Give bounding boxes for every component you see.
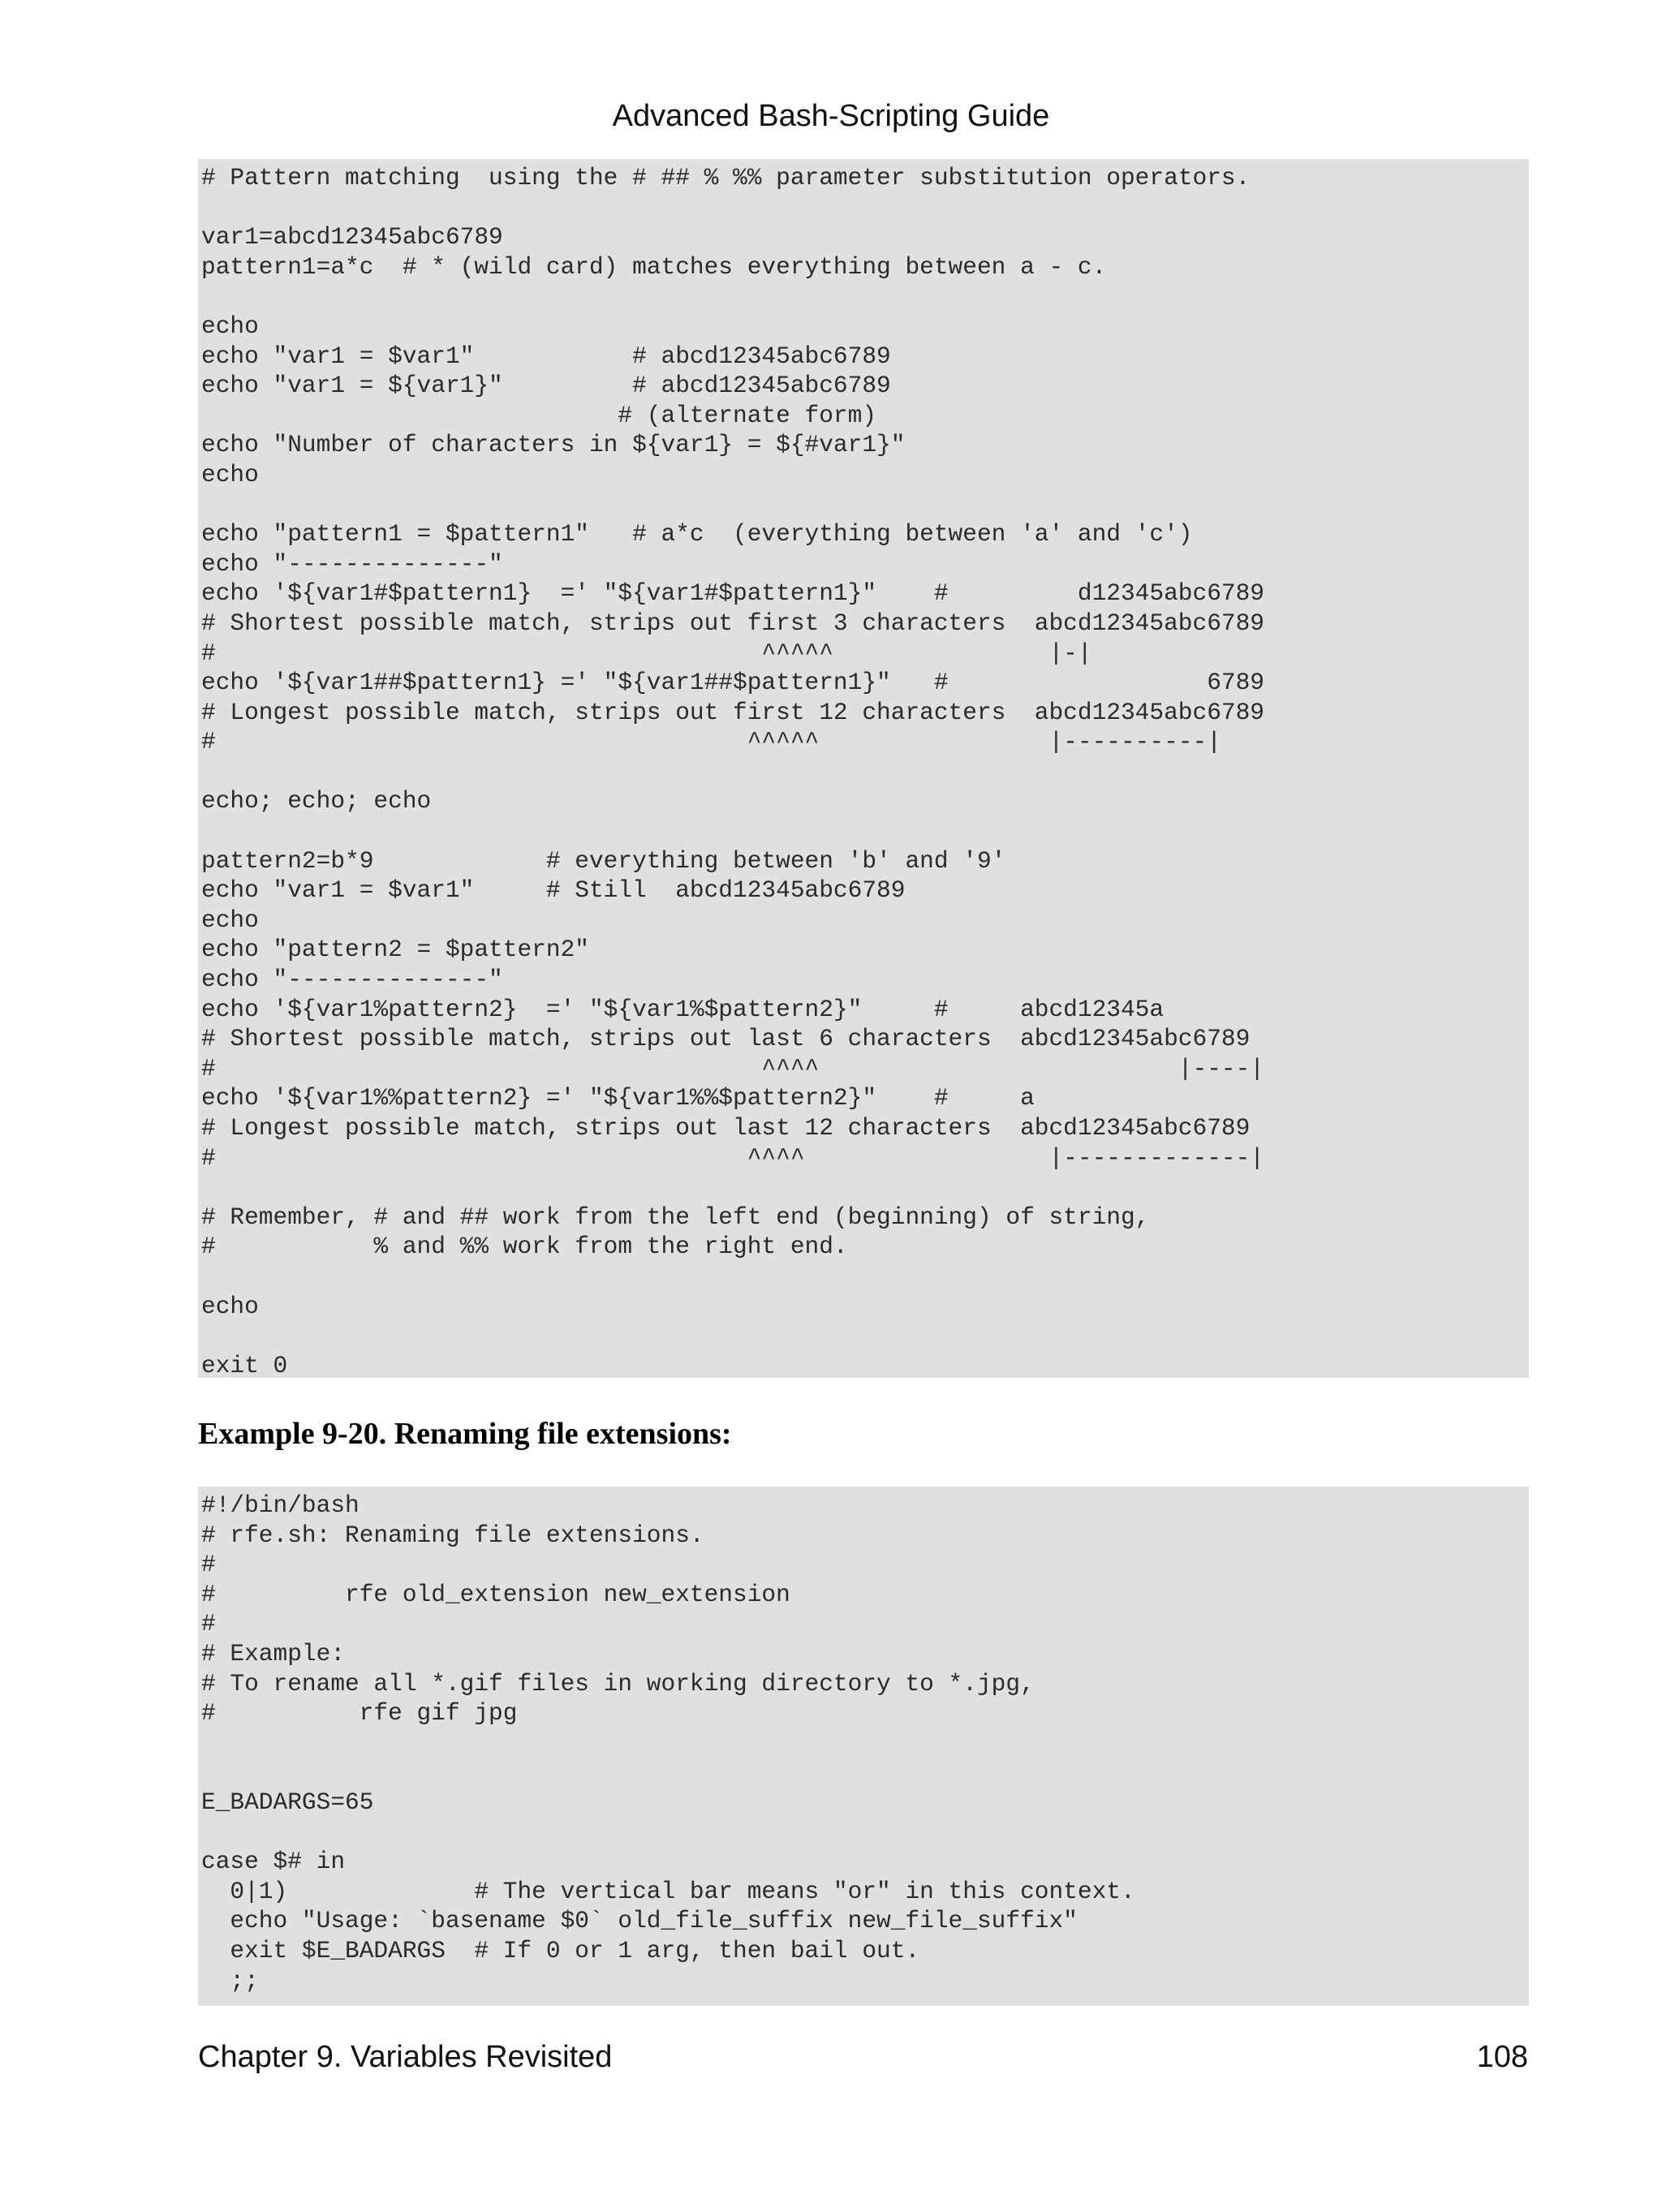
code-block-pattern-matching: # Pattern matching using the # ## % %% parameter substitution operators. var1=abcd12345abc6789 pattern1=a*c # * (wild card) matches everything between a - c. echo echo "var1 = $var1" # abcd12345abc6789 echo "var1 = ${var1}" # abcd12345abc6789 # (alternate form) echo "Number of characters in ${var1} = ${#var1}" echo echo "pattern1 = $pattern1" # a*c (everything between 'a' and 'c') echo "--------------" echo '${var1#$pattern1} =' "${var1#$pattern1}" # d12345abc6789 # Shortest possible match, strips out first 3 characters abcd12345abc6789 # ^^^^^ |-| echo '${var1##$pattern1} =' "${var1##$pattern1}" # 6789 # Longest possible match, strips out first 12 characters abcd12345abc6789 # ^^^^^ |----------| echo; echo; echo pattern2=b*9 # everything between 'b' and '9' echo "var1 = $var1" # Still abcd12345abc6789 echo echo "pattern2 = $pattern2" echo "--------------" echo '${var1%pattern2} =' "${var1%$pattern2}" # abcd12345a # Shortest possible match, strips out last 6 characters abcd12345abc6789 # ^^^^ |----| echo '${var1%%pattern2} =' "${var1%%$pattern2}" # a # Longest possible match, strips out last 12 characters abcd12345abc6789 # ^^^^ |-------------| # Remember, # and ## work from the left end (beginning) of string, # % and %% work from the right end. echo exit 0	[198, 159, 1529, 1378]
page-header-title: Advanced Bash-Scripting Guide	[612, 99, 1050, 133]
footer-page-number: 108	[1476, 2040, 1528, 2074]
code-block-renaming-extensions: #!/bin/bash # rfe.sh: Renaming file extensions. # # rfe old_extension new_extension # # Example: # To rename all *.gif files in working directory to *.jpg, # rfe gif jpg E_BADARGS=65 case $# in 0|1) # The vertical bar means "or" in this context. echo "Usage: `basename $0` old_file_suffix new_file_suffix" exit $E_BADARGS # If 0 or 1 arg, then bail out. ;;	[198, 1487, 1529, 2006]
footer-chapter-title: Chapter 9. Variables Revisited	[198, 2040, 613, 2074]
example-title: Example 9-20. Renaming file extensions:	[198, 1417, 732, 1451]
